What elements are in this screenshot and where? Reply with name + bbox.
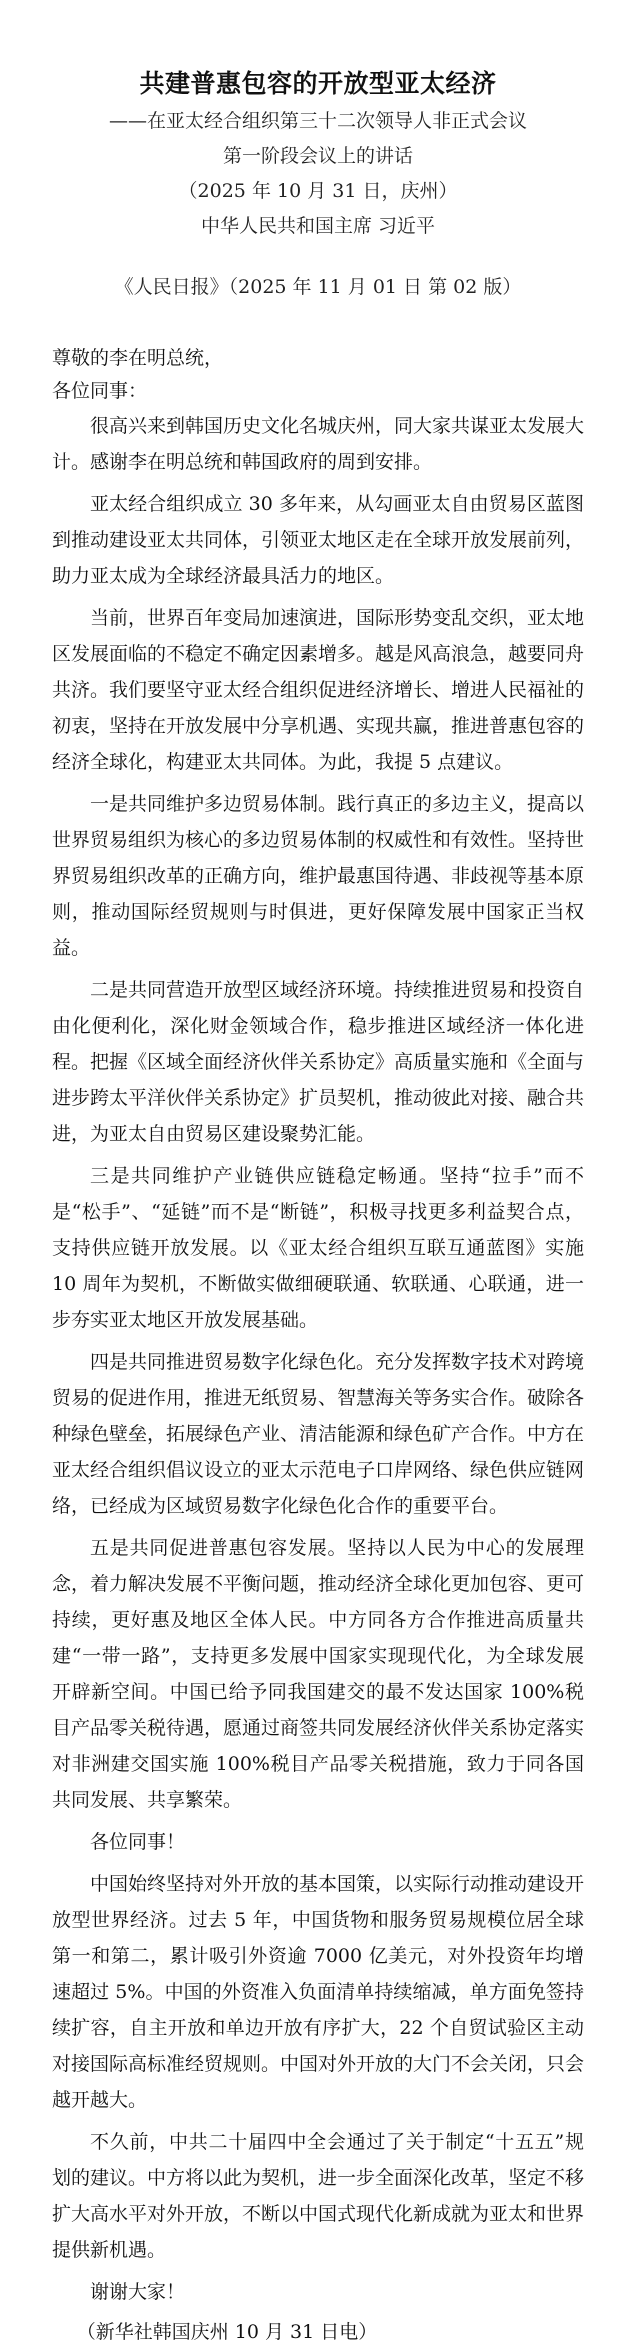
salutation-line: 尊敬的李在明总统， <box>52 347 224 369</box>
body-paragraph: 中国始终坚持对外开放的基本国策，以实际行动推动建设开放型世界经济。过去 5 年，中国货物和服务贸易规模位居全球第一和第二，累计吸引外资逾 7000 亿美元，对外投资年均增速超过 5%。中国的外资准入负面清单持续缩减，单方面免签持续扩容，自主开放和单边开放有序扩大，22 个自贸试验区主动对接国际高标准经贸规则。中国对外开放的大门不会关闭，只会越开越大。 <box>52 1873 585 2111</box>
closing-line: 谢谢大家！ <box>90 2281 186 2303</box>
body-paragraph: 一是共同维护多边贸易体制。践行真正的多边主义，提高以世界贸易组织为核心的多边贸易体制的权威性和有效性。坚持世界贸易组织改革的正确方向，维护最惠国待遇、非歧视等基本原则，推动国际经贸规则与时俱进，更好保障发展中国家正当权益。 <box>52 793 585 959</box>
body-paragraph: 亚太经合组织成立 30 多年来，从勾画亚太自由贸易区蓝图到推动建设亚太共同体，引领亚太地区走在全球开放发展前列，助力亚太成为全球经济最具活力的地区。 <box>52 493 585 587</box>
body-paragraph: 各位同事！ <box>90 1831 186 1853</box>
subtitle-line: 第一阶段会议上的讲话 <box>222 145 413 167</box>
dateline: （新华社韩国庆州 10 月 31 日电） <box>76 2321 378 2343</box>
body-paragraph: 三是共同维护产业链供应链稳定畅通。坚持“拉手”而不是“松手”、“延链”而不是“断链”，积极寻找更多利益契合点，支持供应链开放发展。以《亚太经合组织互联互通蓝图》实施 10 周年为契机，不断做实做细硬联通、软联通、心联通，进一步夯实亚太地区开放发展基础。 <box>52 1165 584 1331</box>
body-paragraph: 二是共同营造开放型区域经济环境。持续推进贸易和投资自由化便利化，深化财金领域合作，稳步推进区域经济一体化进程。把握《区域全面经济伙伴关系协定》高质量实施和《全面与进步跨太平洋伙伴关系协定》扩员契机，推动彼此对接、融合共进，为亚太自由贸易区建设聚势汇能。 <box>52 979 585 1145</box>
article-subtitle <box>52 104 584 244</box>
salutation-line: 各位同事： <box>52 380 148 402</box>
subtitle-date-place: （2025 年 10 月 31 日，庆州） <box>178 180 458 202</box>
body-paragraph: 不久前，中共二十届四中全会通过了关于制定“十五五”规划的建议。中方将以此为契机，进一步全面深化改革，坚定不移扩大高水平对外开放，不断以中国式现代化新成就为亚太和世界提供新机遇。 <box>52 2131 585 2261</box>
body-paragraph: 五是共同促进普惠包容发展。坚持以人民为中心的发展理念，着力解决发展不平衡问题，推动经济全球化更加包容、更可持续，更好惠及地区全体人民。中方同各方合作推进高质量共建“一带一路”，支持更多发展中国家实现现代化，为全球发展开辟新空间。中国已给予同我国建交的最不发达国家 100%税目产品零关税待遇，愿通过商签共同发展经济伙伴关系协定落实对非洲建交国实施 100%税目产品零关税措施，致力于同各国共同发展、共享繁荣。 <box>52 1537 585 1811</box>
subtitle-author: 中华人民共和国主席 习近平 <box>200 215 436 237</box>
body-paragraph: 很高兴来到韩国历史文化名城庆州，同大家共谋亚太发展大计。感谢李在明总统和韩国政府的周到安排。 <box>52 415 585 473</box>
body-paragraph: 当前，世界百年变局加速演进，国际形势变乱交织，亚太地区发展面临的不稳定不确定因素增多。越是风高浪急，越要同舟共济。我们要坚守亚太经合组织促进经济增长、增进人民福祉的初衷，坚持在开放发展中分享机遇、实现共赢，推进普惠包容的经济全球化，构建亚太共同体。为此，我提 5 点建议。 <box>52 607 585 773</box>
publication-source: 《人民日报》（2025 年 11 月 01 日 第 02 版） <box>114 276 522 298</box>
body-paragraph: 四是共同推进贸易数字化绿色化。充分发挥数字技术对跨境贸易的促进作用，推进无纸贸易、智慧海关等务实合作。破除各种绿色壁垒，拓展绿色产业、清洁能源和绿色矿产合作。中方在亚太经合组织倡议设立的亚太示范电子口岸网络、绿色供应链网络，已经成为区域贸易数字化绿色化合作的重要平台。 <box>52 1351 585 1517</box>
subtitle-line: ——在亚太经合组织第三十二次领导人非正式会议 <box>108 110 527 132</box>
article-title: 共建普惠包容的开放型亚太经济 <box>139 69 497 98</box>
